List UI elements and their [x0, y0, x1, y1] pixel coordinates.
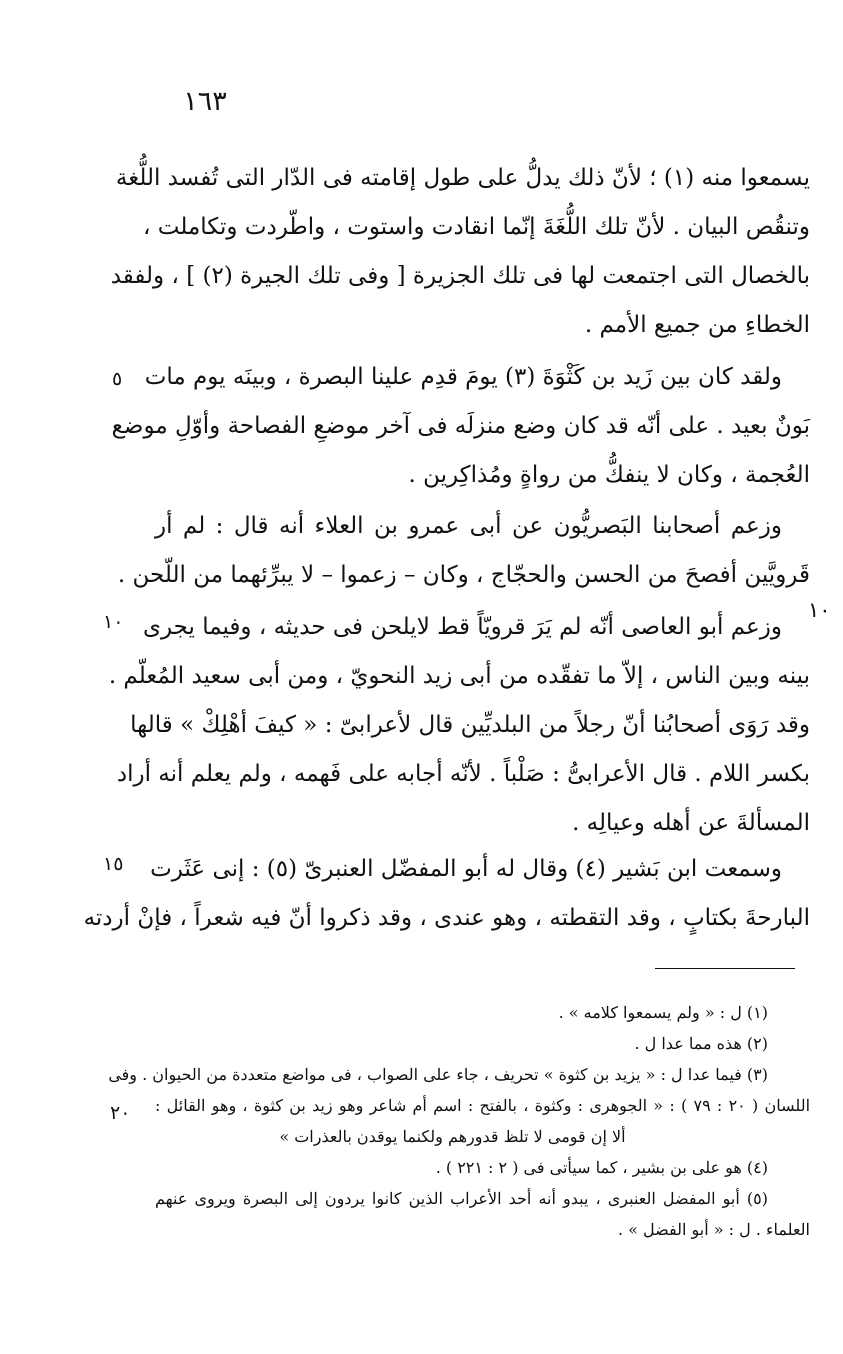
- margin-line-number-20: ٢٠: [110, 1102, 131, 1124]
- text-line: المسألةَ عن أهله وعيالِه .: [572, 810, 810, 836]
- footnote: (٥) أبو المفضل العنبرى ، يبدو أنه أحد الأعراب الذين كانوا يردون إلى البصرة ويروى عنهم: [155, 1189, 768, 1208]
- footnote-separator: [655, 968, 795, 969]
- text-line: وسمعت ابن بَشير (٤) وقال له أبو المفضّل العنبرىّ (٥) : إنى عَثَرت: [150, 856, 782, 882]
- text-line: يسمعوا منه (١) ؛ لأنّ ذلك يدلُّ على طول إقامته فى الدّار التى تُفسد اللُّغة: [115, 165, 810, 191]
- footnote: (٣) فيما عدا ل : « يزيد بن كثوة » تحريف ، جاء على الصواب ، فى مواضع متعددة من الحيوان . وفى: [108, 1065, 768, 1084]
- footnote-continuation: اللسان ( ٢٠ : ٧٩ ) : « الجوهرى : وكثوة ، بالفتح : اسم أم شاعر وهو زيد بن كثوة ، وهو القائل :: [155, 1096, 811, 1115]
- footnote-verse: ألا إن قومى لا تلظ قدورهم ولكنما يوقدن بالعذرات »: [279, 1127, 626, 1146]
- text-line: الخطاءِ من جميع الأمم .: [584, 312, 810, 338]
- footnote: (١) ل : « ولم يسمعوا كلامه » .: [558, 1003, 768, 1022]
- page-number: ١٦٣: [183, 86, 227, 117]
- text-line: قَرويَّين أفصحَ من الحسن والحجّاج ، وكان – زعموا – لا يبرِّئهما من اللّحن .: [117, 562, 810, 588]
- text-line: ولقد كان بين زَيد بن كَثْوَةَ (٣) يومَ قدِم علينا البصرة ، وبينَه يوم مات: [144, 364, 782, 390]
- text-line: بينه وبين الناس ، إلاّ ما تفقّده من أبى زيد النحويّ ، ومن أبى سعيد المُعلّم .: [108, 663, 810, 689]
- text-line: وقد رَوَى أصحابُنا أنّ رجلاً من البلديِّين قال لأعرابىّ : « كيفَ أهْلِكْ » قالها: [130, 712, 810, 738]
- footnote: (٢) هذه مما عدا ل .: [634, 1034, 768, 1053]
- margin-line-number-15: ١٥: [103, 853, 124, 875]
- text-line: وتنقُص البيان . لأنّ تلك اللُّغَةَ إنّما انقادت واستوت ، واطّردت وتكاملت ،: [143, 214, 810, 240]
- text-line: وزعم أصحابنا البَصريُّون عن أبى عمرو بن العلاء أنه قال : لم أر: [155, 513, 782, 539]
- footnote: (٤) هو على بن بشير ، كما سيأتى فى ( ٢ : ٢٢١ ) .: [435, 1158, 768, 1177]
- footnotes: [108, 997, 811, 1245]
- text-line: بَونٌ بعيد . على أنّه قد كان وضع منزلَه فى آخر موضعِ الفصاحة وأوّلِ موضع: [111, 413, 810, 439]
- text-line: بالخصال التى اجتمعت لها فى تلك الجزيرة [ وفى تلك الجيرة (٢) ] ، ولفقد: [110, 263, 810, 289]
- paragraph: [110, 154, 810, 350]
- margin-line-number-10: ١٠: [103, 611, 124, 633]
- paragraph: [111, 353, 810, 500]
- text-line: بكسر اللام . قال الأعرابىُّ : صَلْباً . لأنّه أجابه على فَهمه ، ولم يعلم أنه أراد: [116, 761, 810, 787]
- margin-line-number-5: ٥: [112, 368, 123, 390]
- text-line: البارحةَ بكتابٍ ، وقد التقطته ، وهو عندى ، وقد ذكروا أنّ فيه شعراً ، فإنْ أردته: [83, 905, 810, 931]
- footnote-continuation: العلماء . ل : « أبو الفضل » .: [617, 1220, 810, 1239]
- text-line: وزعم أبو العاصى أنّه لم يَرَ قرويّاً قط لايلحن فى حديثه ، وفيما يجرى: [142, 614, 782, 640]
- paragraph: [117, 502, 810, 600]
- text-line: العُجمة ، وكان لا ينفكُّ من رواةٍ ومُذاكِرين .: [408, 462, 810, 488]
- outer-margin-line-number: ١٠: [808, 598, 831, 622]
